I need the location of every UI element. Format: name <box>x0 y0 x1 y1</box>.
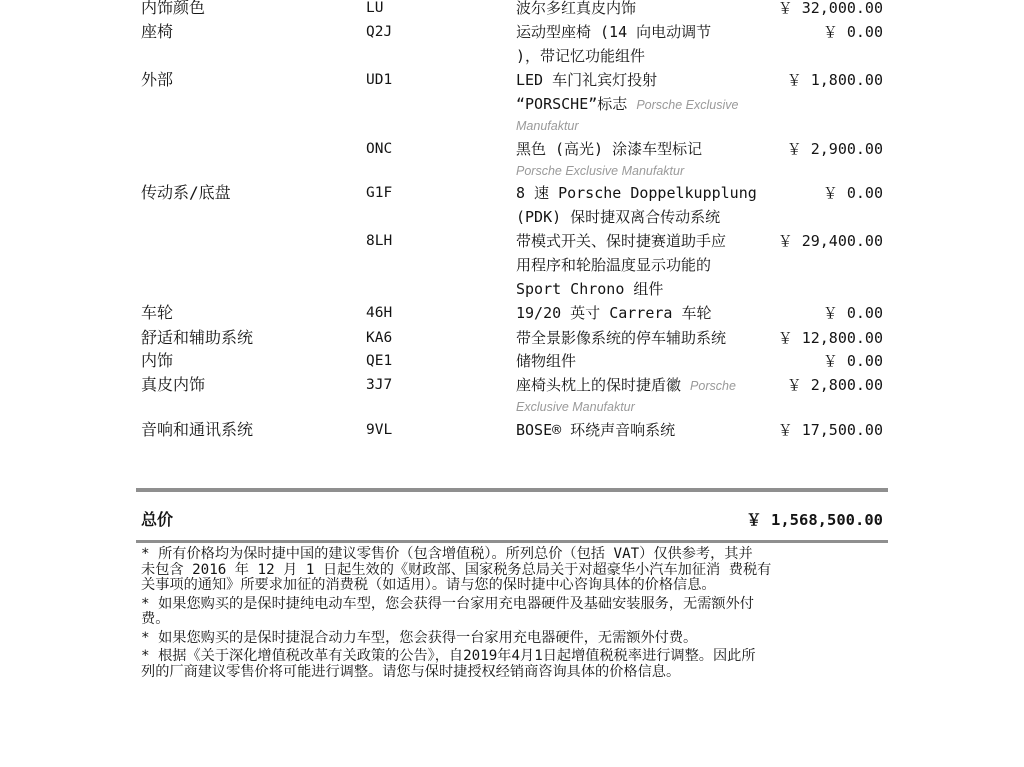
option-category: 外部 <box>141 70 174 89</box>
description-line <box>516 92 766 116</box>
option-category: 音响和通讯系统 <box>141 420 254 439</box>
option-code: ONC <box>366 141 393 157</box>
description-line: (PDK) 保时捷双离合传动系统 <box>516 208 721 226</box>
option-description <box>516 418 766 442</box>
footnote <box>141 631 886 647</box>
option-description <box>516 20 766 68</box>
option-category: 舒适和辅助系统 <box>141 328 254 347</box>
option-category: 传动系/底盘 <box>141 183 231 202</box>
option-description <box>516 229 766 301</box>
description-line: 19/20 英寸 Carrera 车轮 <box>516 304 712 322</box>
option-category: 真皮内饰 <box>141 375 206 394</box>
option-price: ￥ 17,500.00 <box>777 421 883 439</box>
option-code: KA6 <box>366 330 393 346</box>
option-price: ￥ 1,800.00 <box>786 71 883 89</box>
option-code: 9VL <box>366 422 393 438</box>
description-line: LED 车门礼宾灯投射 <box>516 71 658 89</box>
option-price: ￥ 0.00 <box>822 184 883 202</box>
footnote-line: * 如果您购买的是保时捷纯电动车型，您会获得一台家用充电器硬件及基础安装服务，无需额外付 <box>141 595 754 612</box>
option-description <box>516 181 766 229</box>
option-price: ￥ 32,000.00 <box>777 0 883 17</box>
exclusive-label: Porsche Exclusive <box>636 98 739 112</box>
option-code: UD1 <box>366 72 393 88</box>
footnote-line: * 所有价格均为保时捷中国的建议零售价（包含增值税）。所列总价（包括 VAT）仅供参考，其并 <box>141 546 753 562</box>
option-code: LU <box>366 0 384 16</box>
option-code: 8LH <box>366 233 393 249</box>
description-line <box>516 373 766 397</box>
option-price: ￥ 29,400.00 <box>777 232 883 250</box>
footnote <box>141 649 886 680</box>
option-code: 3J7 <box>366 377 393 393</box>
footnote <box>141 597 886 628</box>
total-top-divider <box>136 488 888 492</box>
option-description <box>516 0 766 20</box>
description-line: 带全景影像系统的停车辅助系统 <box>516 329 727 347</box>
description-line: 储物组件 <box>516 352 577 370</box>
exclusive-label: Exclusive Manufaktur <box>516 400 635 414</box>
option-category: 车轮 <box>141 303 174 322</box>
option-code: QE1 <box>366 353 393 369</box>
description-text: 座椅头枕上的保时捷盾徽 <box>516 376 682 394</box>
footnote-line: 费。 <box>141 611 170 627</box>
description-line: 运动型座椅 (14 向电动调节 <box>516 23 712 41</box>
description-line: 带模式开关、保时捷赛道助手应 <box>516 232 727 250</box>
exclusive-label: Porsche <box>690 379 736 393</box>
footnote-line: 列的厂商建议零售价将可能进行调整。请您与保时捷授权经销商咨询具体的价格信息。 <box>141 663 681 680</box>
total-label: 总价 <box>141 510 174 529</box>
total-price: ￥ 1,568,500.00 <box>746 511 883 529</box>
description-text: “PORSCHE”标志 <box>516 95 628 113</box>
description-line: )，带记忆功能组件 <box>516 47 646 65</box>
footnote-line: 关事项的通知》所要求加征的消费税（如适用）。请与您的保时捷中心咨询具体的价格信息。 <box>141 577 716 593</box>
description-line: 波尔多红真皮内饰 <box>516 0 637 17</box>
option-description <box>516 301 766 325</box>
description-line: Sport Chrono 组件 <box>516 280 664 298</box>
option-description <box>516 326 766 350</box>
description-line: BOSE® 环绕声音响系统 <box>516 421 676 439</box>
footnote-line: 未包含 2016 年 12 月 1 日起生效的《财政部、国家税务总局关于对超豪华小汽车加征消 费税有 <box>141 561 772 578</box>
option-code: G1F <box>366 185 393 201</box>
exclusive-label: Porsche Exclusive Manufaktur <box>516 164 685 178</box>
option-code: Q2J <box>366 24 393 40</box>
option-description <box>516 373 766 417</box>
option-price: ￥ 0.00 <box>822 304 883 322</box>
footnote-line: * 如果您购买的是保时捷混合动力车型，您会获得一台家用充电器硬件，无需额外付费。 <box>141 629 698 646</box>
total-bottom-divider <box>136 540 888 543</box>
option-price: ￥ 2,800.00 <box>786 376 883 394</box>
option-category: 座椅 <box>141 22 174 41</box>
option-category: 内饰 <box>141 351 174 370</box>
description-line: 用程序和轮胎温度显示功能的 <box>516 256 712 274</box>
exclusive-label: Manufaktur <box>516 119 579 133</box>
option-description <box>516 68 766 136</box>
option-price: ￥ 2,900.00 <box>786 140 883 158</box>
description-line: 黑色 (高光) 涂漆车型标记 <box>516 140 703 158</box>
option-price: ￥ 0.00 <box>822 352 883 370</box>
footnotes <box>141 547 886 683</box>
option-price: ￥ 12,800.00 <box>777 329 883 347</box>
option-code: 46H <box>366 305 393 321</box>
description-line: 8 速 Porsche Doppelkupplung <box>516 184 757 202</box>
option-price: ￥ 0.00 <box>822 23 883 41</box>
option-description <box>516 349 766 373</box>
option-category: 内饰颜色 <box>141 0 206 17</box>
footnote <box>141 547 886 594</box>
footnote-line: * 根据《关于深化增值税改革有关政策的公告》，自2019年4月1日起增值税税率进行调整。因此所 <box>141 648 756 664</box>
option-description <box>516 137 766 181</box>
